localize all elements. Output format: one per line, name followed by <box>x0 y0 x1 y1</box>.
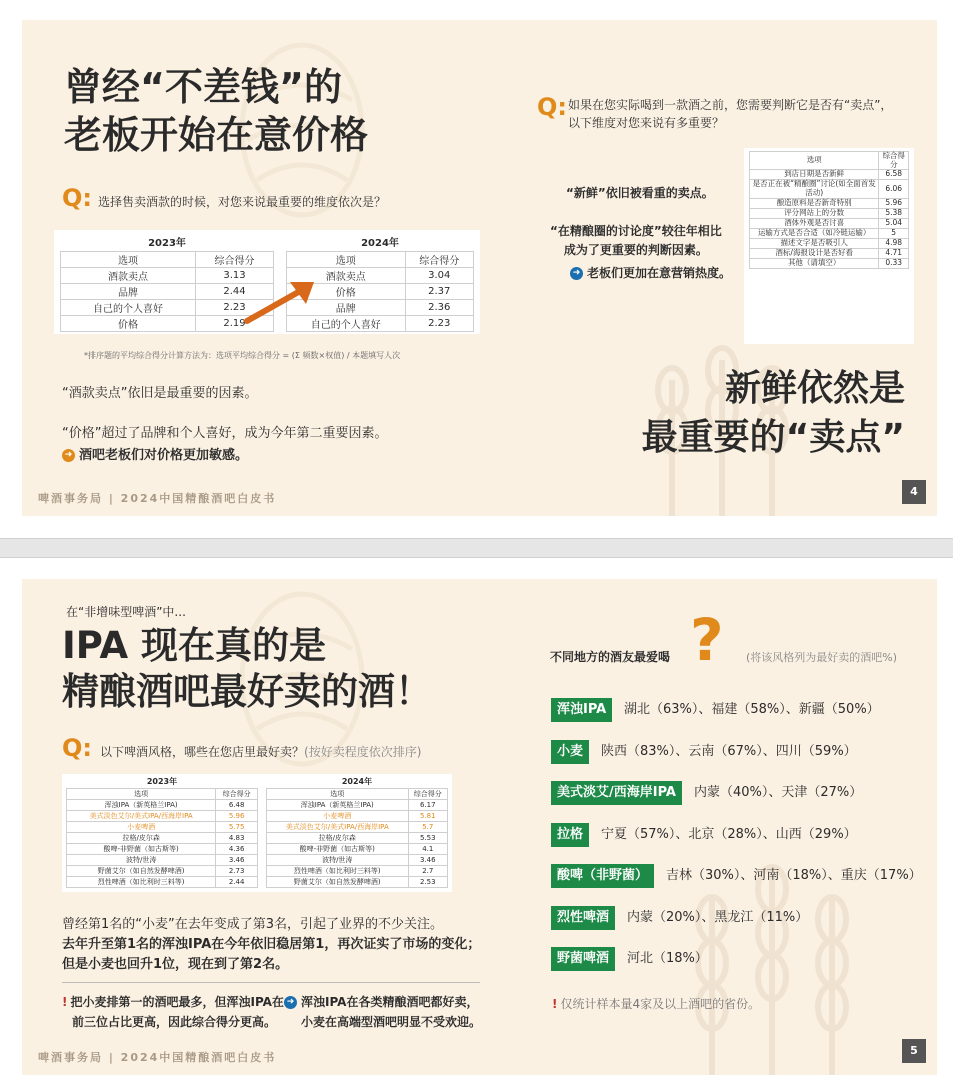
table-cell: 美式淡色艾尔/美式IPA/西海岸IPA <box>67 811 216 822</box>
table-header-cell: 综合得分 <box>879 152 909 170</box>
arrow-circle-icon: ➜ <box>284 996 297 1009</box>
table-cell: 酒体外观是否讨喜 <box>750 218 879 228</box>
table-header-cell: 选项 <box>67 789 216 800</box>
table-cell: 波特/世涛 <box>267 855 409 866</box>
table-cell: 2.73 <box>216 866 258 877</box>
table-cell: 酒款卖点 <box>61 268 196 284</box>
table-cell: 2.44 <box>216 877 258 888</box>
mid-finding-1: “新鲜”依旧被看重的卖点。 <box>566 186 714 200</box>
finding-2: “价格”超过了品牌和个人喜好，成为今年第二重要因素。 <box>62 426 388 441</box>
style-tag: 浑浊IPA <box>551 698 612 722</box>
style-regions: 湖北（63%）、福建（58%）、新疆（50%） <box>624 702 880 717</box>
table-header-cell: 选项 <box>61 252 196 268</box>
style-tag: 美式淡艾/西海岸IPA <box>551 781 682 805</box>
right-heading: 不同地方的酒友最爱喝 <box>550 650 671 664</box>
table-cell: 酿造原料是否新奇特别 <box>750 198 879 208</box>
sample-note: ! 仅统计样本量4家及以上酒吧的省份。 <box>552 997 761 1011</box>
table-cell: 2.7 <box>408 866 447 877</box>
finding-3: 但是小麦也回升1位，现在到了第2名。 <box>62 957 289 972</box>
table-cell: 烈性啤酒（如比利时三料等) <box>67 877 216 888</box>
table-cell: 0.33 <box>879 258 909 268</box>
table-cell: 自己的个人喜好 <box>287 316 406 332</box>
table-row <box>67 866 258 877</box>
style-tag: 酸啤（非野菌） <box>551 864 654 888</box>
style-tag: 小麦 <box>551 740 589 764</box>
table-cell: 酒标/海报设计是否好看 <box>750 248 879 258</box>
style-tag: 烈性啤酒 <box>551 906 615 930</box>
table-2024-title: 2024年 <box>361 238 399 249</box>
table-row <box>67 822 258 833</box>
table-cell: 品牌 <box>61 284 196 300</box>
table-cell: 2.53 <box>408 877 447 888</box>
table-cell: 3.46 <box>408 855 447 866</box>
table-row <box>267 866 448 877</box>
table-cell: 2.19 <box>196 316 274 332</box>
mid-finding-2: “在精酿圈的讨论度”较往年相比 成为了更重要的判断因素。 <box>550 224 722 258</box>
table-cell: 是否正在被“精酿圈”讨论(如全面首发活动) <box>750 180 879 198</box>
table-row <box>67 844 258 855</box>
table-cell: 5.04 <box>879 218 909 228</box>
rising-arrow-icon <box>242 276 322 326</box>
page-number: 5 <box>902 1039 926 1063</box>
table-row <box>750 258 909 268</box>
table-header-cell: 综合得分 <box>196 252 274 268</box>
q-mark: Q: <box>62 734 92 762</box>
table-row <box>750 208 909 218</box>
style-tag: 野菌啤酒 <box>551 947 615 971</box>
table-cell: 5.81 <box>408 811 447 822</box>
footnote: *排序题的平均综合得分计算方法为：选项平均综合得分 = (Σ 频数×权值) / 本题填写人次 <box>84 351 401 360</box>
table-row <box>750 238 909 248</box>
style-regions: 河北（18%） <box>627 951 708 966</box>
table-cell: 酸啤-非野菌（如古斯等) <box>67 844 216 855</box>
arrow-circle-icon: ➜ <box>570 267 583 280</box>
table-row <box>67 800 258 811</box>
style-regions: 吉林（30%）、河南（18%）、重庆（17%） <box>666 868 922 883</box>
table-header-row <box>61 252 274 268</box>
table-cell: 价格 <box>61 316 196 332</box>
table-cell: 描述文字是否吸引人 <box>750 238 879 248</box>
table-row <box>267 811 448 822</box>
finding-2: 去年升至第1名的浑浊IPA在今年依旧稳居第1，再次证实了市场的变化； <box>62 937 481 952</box>
table-cell: 4.1 <box>408 844 447 855</box>
table-row <box>67 811 258 822</box>
table-cell: 5.53 <box>408 833 447 844</box>
table-header-cell: 选项 <box>267 789 409 800</box>
table-header-cell: 选项 <box>287 252 406 268</box>
table-selling-points <box>744 148 914 344</box>
style-ranking-table-2023 <box>66 788 258 888</box>
page-separator <box>0 538 953 558</box>
table-cell: 2.23 <box>196 300 274 316</box>
table-cell: 6.06 <box>879 180 909 198</box>
slide-page-5 <box>22 579 937 1075</box>
table-row <box>267 855 448 866</box>
table-cell: 4.71 <box>879 248 909 258</box>
table-2023 <box>62 774 262 892</box>
table-cell: 美式淡色艾尔/美式IPA/西海岸IPA <box>267 822 409 833</box>
divider <box>62 982 480 983</box>
table-cell: 4.98 <box>879 238 909 248</box>
table-row <box>67 877 258 888</box>
table-row <box>67 833 258 844</box>
table-row <box>267 833 448 844</box>
page-number: 4 <box>902 480 926 504</box>
style-regions: 内蒙（20%）、黑龙江（11%） <box>627 909 809 925</box>
table-cell: 浑浊IPA（新英格兰IPA) <box>67 800 216 811</box>
right-heading-sub: (将该风格列为最好卖的酒吧%) <box>746 651 898 664</box>
table-cell: 5.75 <box>216 822 258 833</box>
table-cell: 评分网站上的分数 <box>750 208 879 218</box>
table-cell: 6.17 <box>408 800 447 811</box>
table-cell: 5.96 <box>216 811 258 822</box>
question-2-text: 如果在您实际喝到一款酒之前，您需要判断它是否有“卖点”， 以下维度对您来说有多重要？ <box>568 98 893 130</box>
table-row <box>267 822 448 833</box>
table-header-row <box>287 252 474 268</box>
table-header-cell: 综合得分 <box>408 789 447 800</box>
table-cell: 烈性啤酒（如比利时三料等) <box>267 866 409 877</box>
table-cell: 小麦啤酒 <box>67 822 216 833</box>
table-cell: 野菌艾尔（如自然发酵啤酒) <box>67 866 216 877</box>
finding-1: “酒款卖点”依旧是最重要的因素。 <box>62 386 258 401</box>
table-header-row <box>267 789 448 800</box>
table-row <box>67 855 258 866</box>
table-cell: 运输方式是否合适（如冷链运输） <box>750 228 879 238</box>
table-2023-title: 2023年 <box>148 238 186 249</box>
table-cell: 2.23 <box>405 316 473 332</box>
arrow-circle-icon: ➜ <box>62 449 75 462</box>
table-cell: 拉格/皮尔森 <box>267 833 409 844</box>
mid-finding-3: ➜ 老板们更加在意营销热度。 <box>570 264 731 281</box>
style-ranking-table-2024 <box>266 788 448 888</box>
question-text: 以下啤酒风格，哪些在您店里最好卖？(按好卖程度依次排序) <box>100 745 422 759</box>
slide-page-4 <box>22 20 937 516</box>
table-cell: 4.83 <box>216 833 258 844</box>
table-row <box>750 228 909 238</box>
table-cell: 自己的个人喜好 <box>61 300 196 316</box>
page-title: 曾经“不差钱”的 老板开始在意价格 <box>64 65 369 157</box>
style-tag: 拉格 <box>551 823 589 847</box>
table-2023-title: 2023年 <box>146 777 178 786</box>
table-cell: 其他（请填空） <box>750 258 879 268</box>
table-cell: 酸啤-非野菌（如古斯等) <box>267 844 409 855</box>
table-header-cell: 综合得分 <box>216 789 258 800</box>
table-cell: 拉格/皮尔森 <box>67 833 216 844</box>
q-mark-2: Q: <box>537 93 567 121</box>
table-cell: 酒款卖点 <box>287 268 406 284</box>
table-cell: 5.7 <box>408 822 447 833</box>
footer: 啤酒事务局 | 2024中国精酿酒吧白皮书 <box>38 1051 277 1064</box>
table-cell: 2.44 <box>196 284 274 300</box>
table-cell: 小麦啤酒 <box>267 811 409 822</box>
table-row <box>750 218 909 228</box>
table-cell: 5.96 <box>879 198 909 208</box>
warning-note: ! 把小麦排第一的酒吧最多，但浑浊IPA在 前三位占比更高，因此综合得分更高。 <box>62 995 284 1029</box>
table-cell: 2.37 <box>405 284 473 300</box>
table-header-cell: 综合得分 <box>405 252 473 268</box>
table-cell: 3.46 <box>216 855 258 866</box>
table-header-row <box>67 789 258 800</box>
table-cell: 5 <box>879 228 909 238</box>
pre-title: 在“非增味型啤酒”中... <box>66 605 186 619</box>
table-cell: 5.38 <box>879 208 909 218</box>
finding-1: 曾经第1名的“小麦”在去年变成了第3名，引起了业界的不少关注。 <box>62 917 444 932</box>
q-mark: Q: <box>62 184 92 212</box>
table-cell: 6.48 <box>216 800 258 811</box>
key-point: ➜ 浑浊IPA在各类精酿酒吧都好卖， 小麦在高端型酒吧明显不受欢迎。 <box>284 993 481 1033</box>
style-regions: 内蒙（40%）、天津（27%） <box>694 785 863 800</box>
exclamation-icon: ! <box>552 997 558 1011</box>
table-header-cell: 选项 <box>750 152 879 170</box>
footer: 啤酒事务局 | 2024中国精酿酒吧白皮书 <box>38 492 277 505</box>
conclusion-title: 新鲜依然是 最重要的“卖点” <box>641 368 905 458</box>
table-row <box>750 180 909 198</box>
table-cell: 到店日期是否新鲜 <box>750 170 879 180</box>
table-2024-title: 2024年 <box>341 777 373 786</box>
style-regions: 宁夏（57%）、北京（28%）、山西（29%） <box>601 826 857 842</box>
table-cell: 3.13 <box>196 268 274 284</box>
table-cell: 品牌 <box>287 300 406 316</box>
table-2024 <box>262 774 452 892</box>
table-row <box>750 198 909 208</box>
table-row <box>750 248 909 258</box>
question-text: 选择售卖酒款的时候，对您来说最重要的维度依次是？ <box>98 195 387 209</box>
table-cell: 野菌艾尔（如自然发酵啤酒) <box>267 877 409 888</box>
page-title: IPA 现在真的是 精酿酒吧最好卖的酒！ <box>62 624 432 714</box>
table-cell: 3.04 <box>405 268 473 284</box>
table-cell: 波特/世涛 <box>67 855 216 866</box>
exclamation-icon: ! <box>62 995 68 1009</box>
table-row <box>267 844 448 855</box>
table-row <box>267 877 448 888</box>
table-row <box>267 800 448 811</box>
question-mark-icon: ? <box>690 606 724 674</box>
table-cell: 浑浊IPA（新英格兰IPA) <box>267 800 409 811</box>
finding-3: ➜ 酒吧老板们对价格更加敏感。 <box>62 444 248 463</box>
table-cell: 6.58 <box>879 170 909 180</box>
table-header-row <box>750 152 909 170</box>
table-cell: 2.36 <box>405 300 473 316</box>
table-cell: 价格 <box>287 284 406 300</box>
style-regions: 陕西（83%）、云南（67%）、四川（59%） <box>601 743 857 759</box>
selling-points-table <box>749 151 909 269</box>
table-cell: 4.36 <box>216 844 258 855</box>
